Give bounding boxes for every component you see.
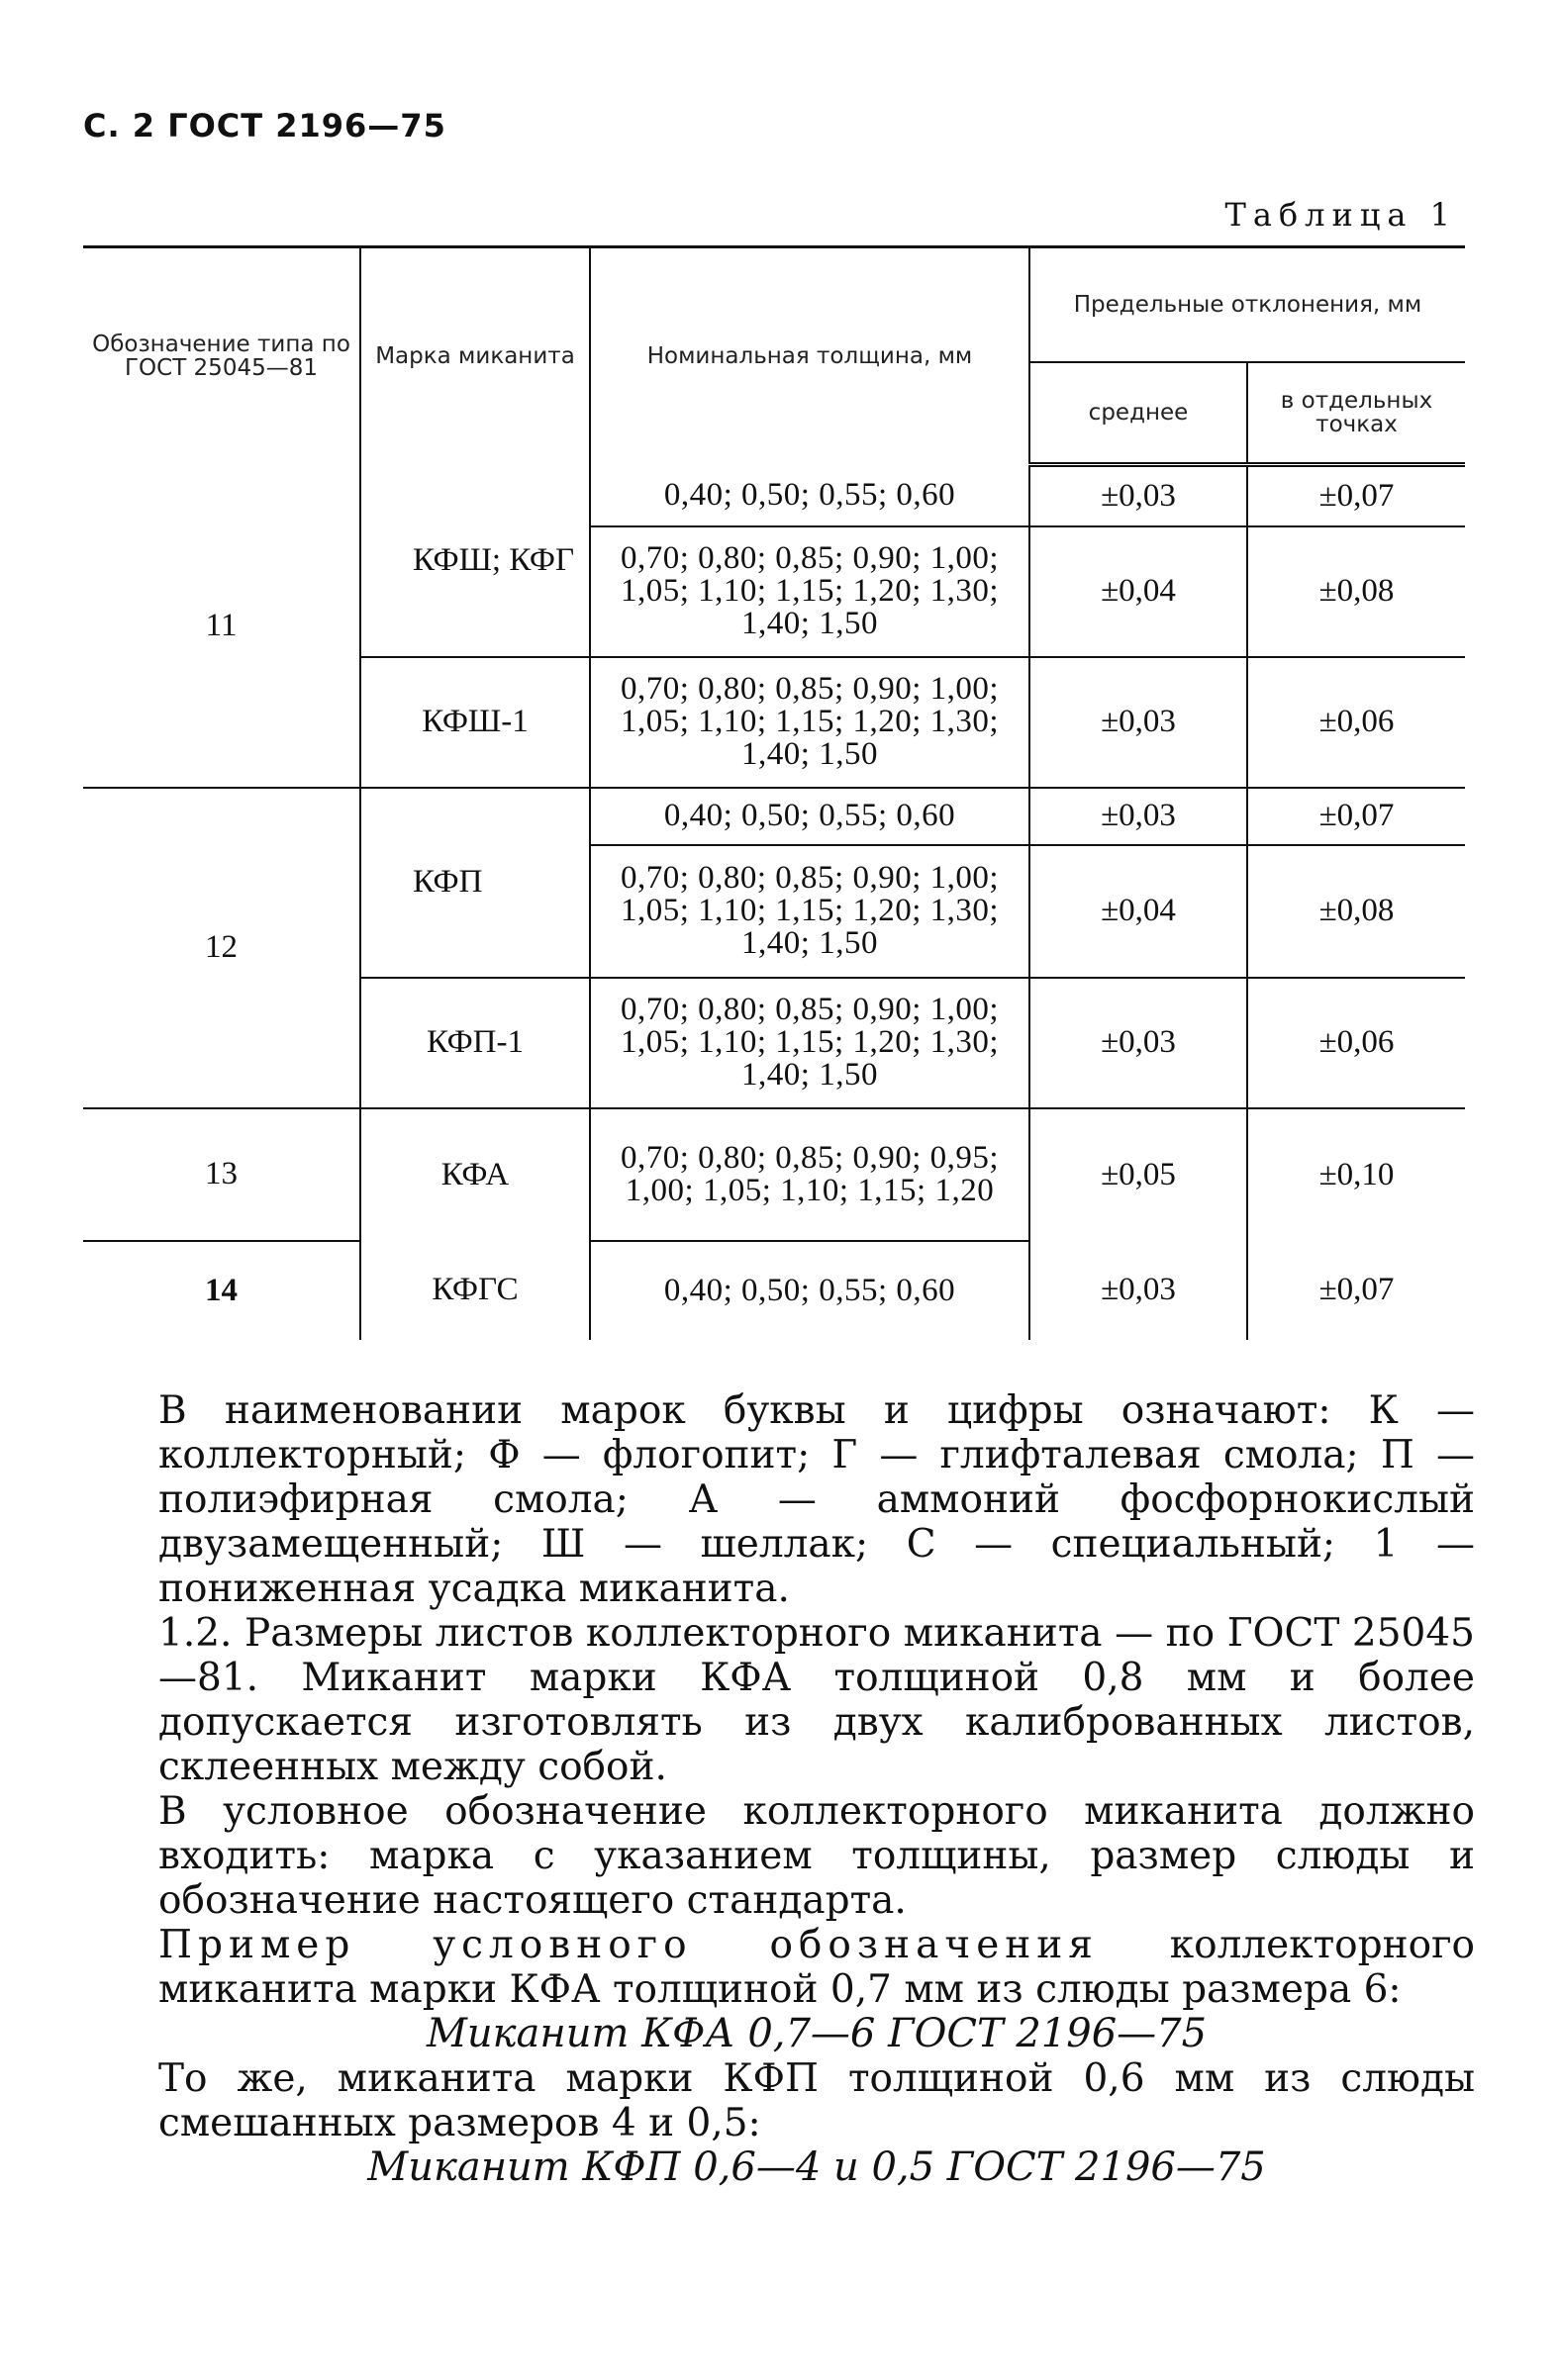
- grade-cell: КФГС: [360, 1241, 590, 1340]
- example-1-formula: Миканит КФА 0,7—6 ГОСТ 2196—75: [426, 2011, 1208, 2056]
- example-1-intro: [158, 1923, 1475, 2012]
- tolerance-table: [83, 245, 1465, 1340]
- col-header-points: в отдельных точках: [1247, 362, 1465, 465]
- avg-deviation-cell: ±0,03: [1029, 465, 1247, 526]
- table-row: [83, 788, 1465, 845]
- example-1-rest: коллекторного миканита марки КФА толщиной 0,7 мм из слюды размера 6:: [158, 1923, 1475, 2012]
- col-header-type: Обозначение типа по ГОСТ 25045—81: [83, 247, 360, 465]
- points-deviation-cell: ±0,08: [1247, 845, 1465, 978]
- table-row: [83, 465, 1465, 526]
- avg-deviation-cell: ±0,03: [1029, 978, 1247, 1108]
- type-cell: 13: [83, 1108, 360, 1241]
- avg-deviation-cell: ±0,03: [1029, 1241, 1247, 1340]
- grade-cell: КФП-1: [360, 978, 590, 1108]
- table-row: [83, 1241, 1465, 1340]
- avg-deviation-cell: ±0,03: [1029, 657, 1247, 788]
- col-header-thickness: Номинальная толщина, мм: [590, 247, 1029, 465]
- avg-deviation-cell: ±0,05: [1029, 1108, 1247, 1241]
- points-deviation-cell: ±0,10: [1247, 1108, 1465, 1241]
- thickness-cell: 0,40; 0,50; 0,55; 0,60: [590, 1241, 1029, 1340]
- points-deviation-cell: ±0,07: [1247, 1241, 1465, 1340]
- thickness-cell: 0,70; 0,80; 0,85; 0,90; 1,00; 1,05; 1,10; 1,15; 1,20; 1,30; 1,40; 1,50: [590, 845, 1029, 978]
- table-row: [83, 1108, 1465, 1241]
- example-2-intro: То же, миканита марки КФП толщиной 0,6 мм из слюды смешанных размеров 4 и 0,5:: [158, 2056, 1475, 2145]
- grade-cell: КФШ; КФГ: [360, 465, 590, 657]
- points-deviation-cell: ±0,06: [1247, 978, 1465, 1108]
- thickness-cell: 0,70; 0,80; 0,85; 0,90; 0,95; 1,00; 1,05; 1,10; 1,15; 1,20: [590, 1108, 1029, 1241]
- thickness-cell: 0,70; 0,80; 0,85; 0,90; 1,00; 1,05; 1,10; 1,15; 1,20; 1,30; 1,40; 1,50: [590, 657, 1029, 788]
- avg-deviation-cell: ±0,03: [1029, 788, 1247, 845]
- thickness-cell: 0,70; 0,80; 0,85; 0,90; 1,00; 1,05; 1,10; 1,15; 1,20; 1,30; 1,40; 1,50: [590, 526, 1029, 657]
- thickness-cell: 0,40; 0,50; 0,55; 0,60: [590, 788, 1029, 845]
- page-header: С. 2 ГОСТ 2196—75: [83, 107, 446, 144]
- grade-cell: КФП: [360, 788, 590, 978]
- grade-cell: КФА: [360, 1108, 590, 1241]
- type-cell: 14: [205, 1272, 238, 1308]
- body-text: [158, 1388, 1475, 2190]
- points-deviation-cell: ±0,07: [1247, 465, 1465, 526]
- paragraph-designations: В наименовании марок буквы и цифры означают: К — коллекторный; Ф — флогопит; Г — глифталевая смола; П — полиэфирная смола; А — аммоний фосфорнокислый двузамещенный; Ш — шеллак; С — специальный; 1 — пониженная усадка миканита.: [158, 1388, 1475, 1611]
- col-header-deviations: Предельные отклонения, мм: [1029, 247, 1465, 362]
- avg-deviation-cell: ±0,04: [1029, 845, 1247, 978]
- col-header-grade: Марка миканита: [360, 247, 590, 465]
- points-deviation-cell: ±0,08: [1247, 526, 1465, 657]
- thickness-cell: 0,70; 0,80; 0,85; 0,90; 1,00; 1,05; 1,10; 1,15; 1,20; 1,30; 1,40; 1,50: [590, 978, 1029, 1108]
- type-cell: 11: [83, 465, 360, 788]
- paragraph-sheet-sizes: 1.2. Размеры листов коллекторного миканита — по ГОСТ 25045—81. Миканит марки КФА толщиной 0,8 мм и более допускается изготовлять из двух калиброванных листов, склеенных между собой.: [158, 1611, 1475, 1789]
- col-header-average: среднее: [1029, 362, 1247, 465]
- example-2-formula: Миканит КФП 0,6—4 и 0,5 ГОСТ 2196—75: [367, 2144, 1266, 2190]
- table-label: Таблица 1: [1224, 196, 1457, 234]
- example-1-lead: Пример условного обозначения: [158, 1923, 1099, 1967]
- points-deviation-cell: ±0,07: [1247, 788, 1465, 845]
- paragraph-designation-rule: В условное обозначение коллекторного миканита должно входить: марка с указанием толщины, размер слюды и обозначение настоящего стандарта.: [158, 1789, 1475, 1923]
- grade-cell: КФШ-1: [360, 657, 590, 788]
- avg-deviation-cell: ±0,04: [1029, 526, 1247, 657]
- thickness-cell: 0,40; 0,50; 0,55; 0,60: [590, 465, 1029, 526]
- type-cell: 12: [83, 788, 360, 1108]
- points-deviation-cell: ±0,06: [1247, 657, 1465, 788]
